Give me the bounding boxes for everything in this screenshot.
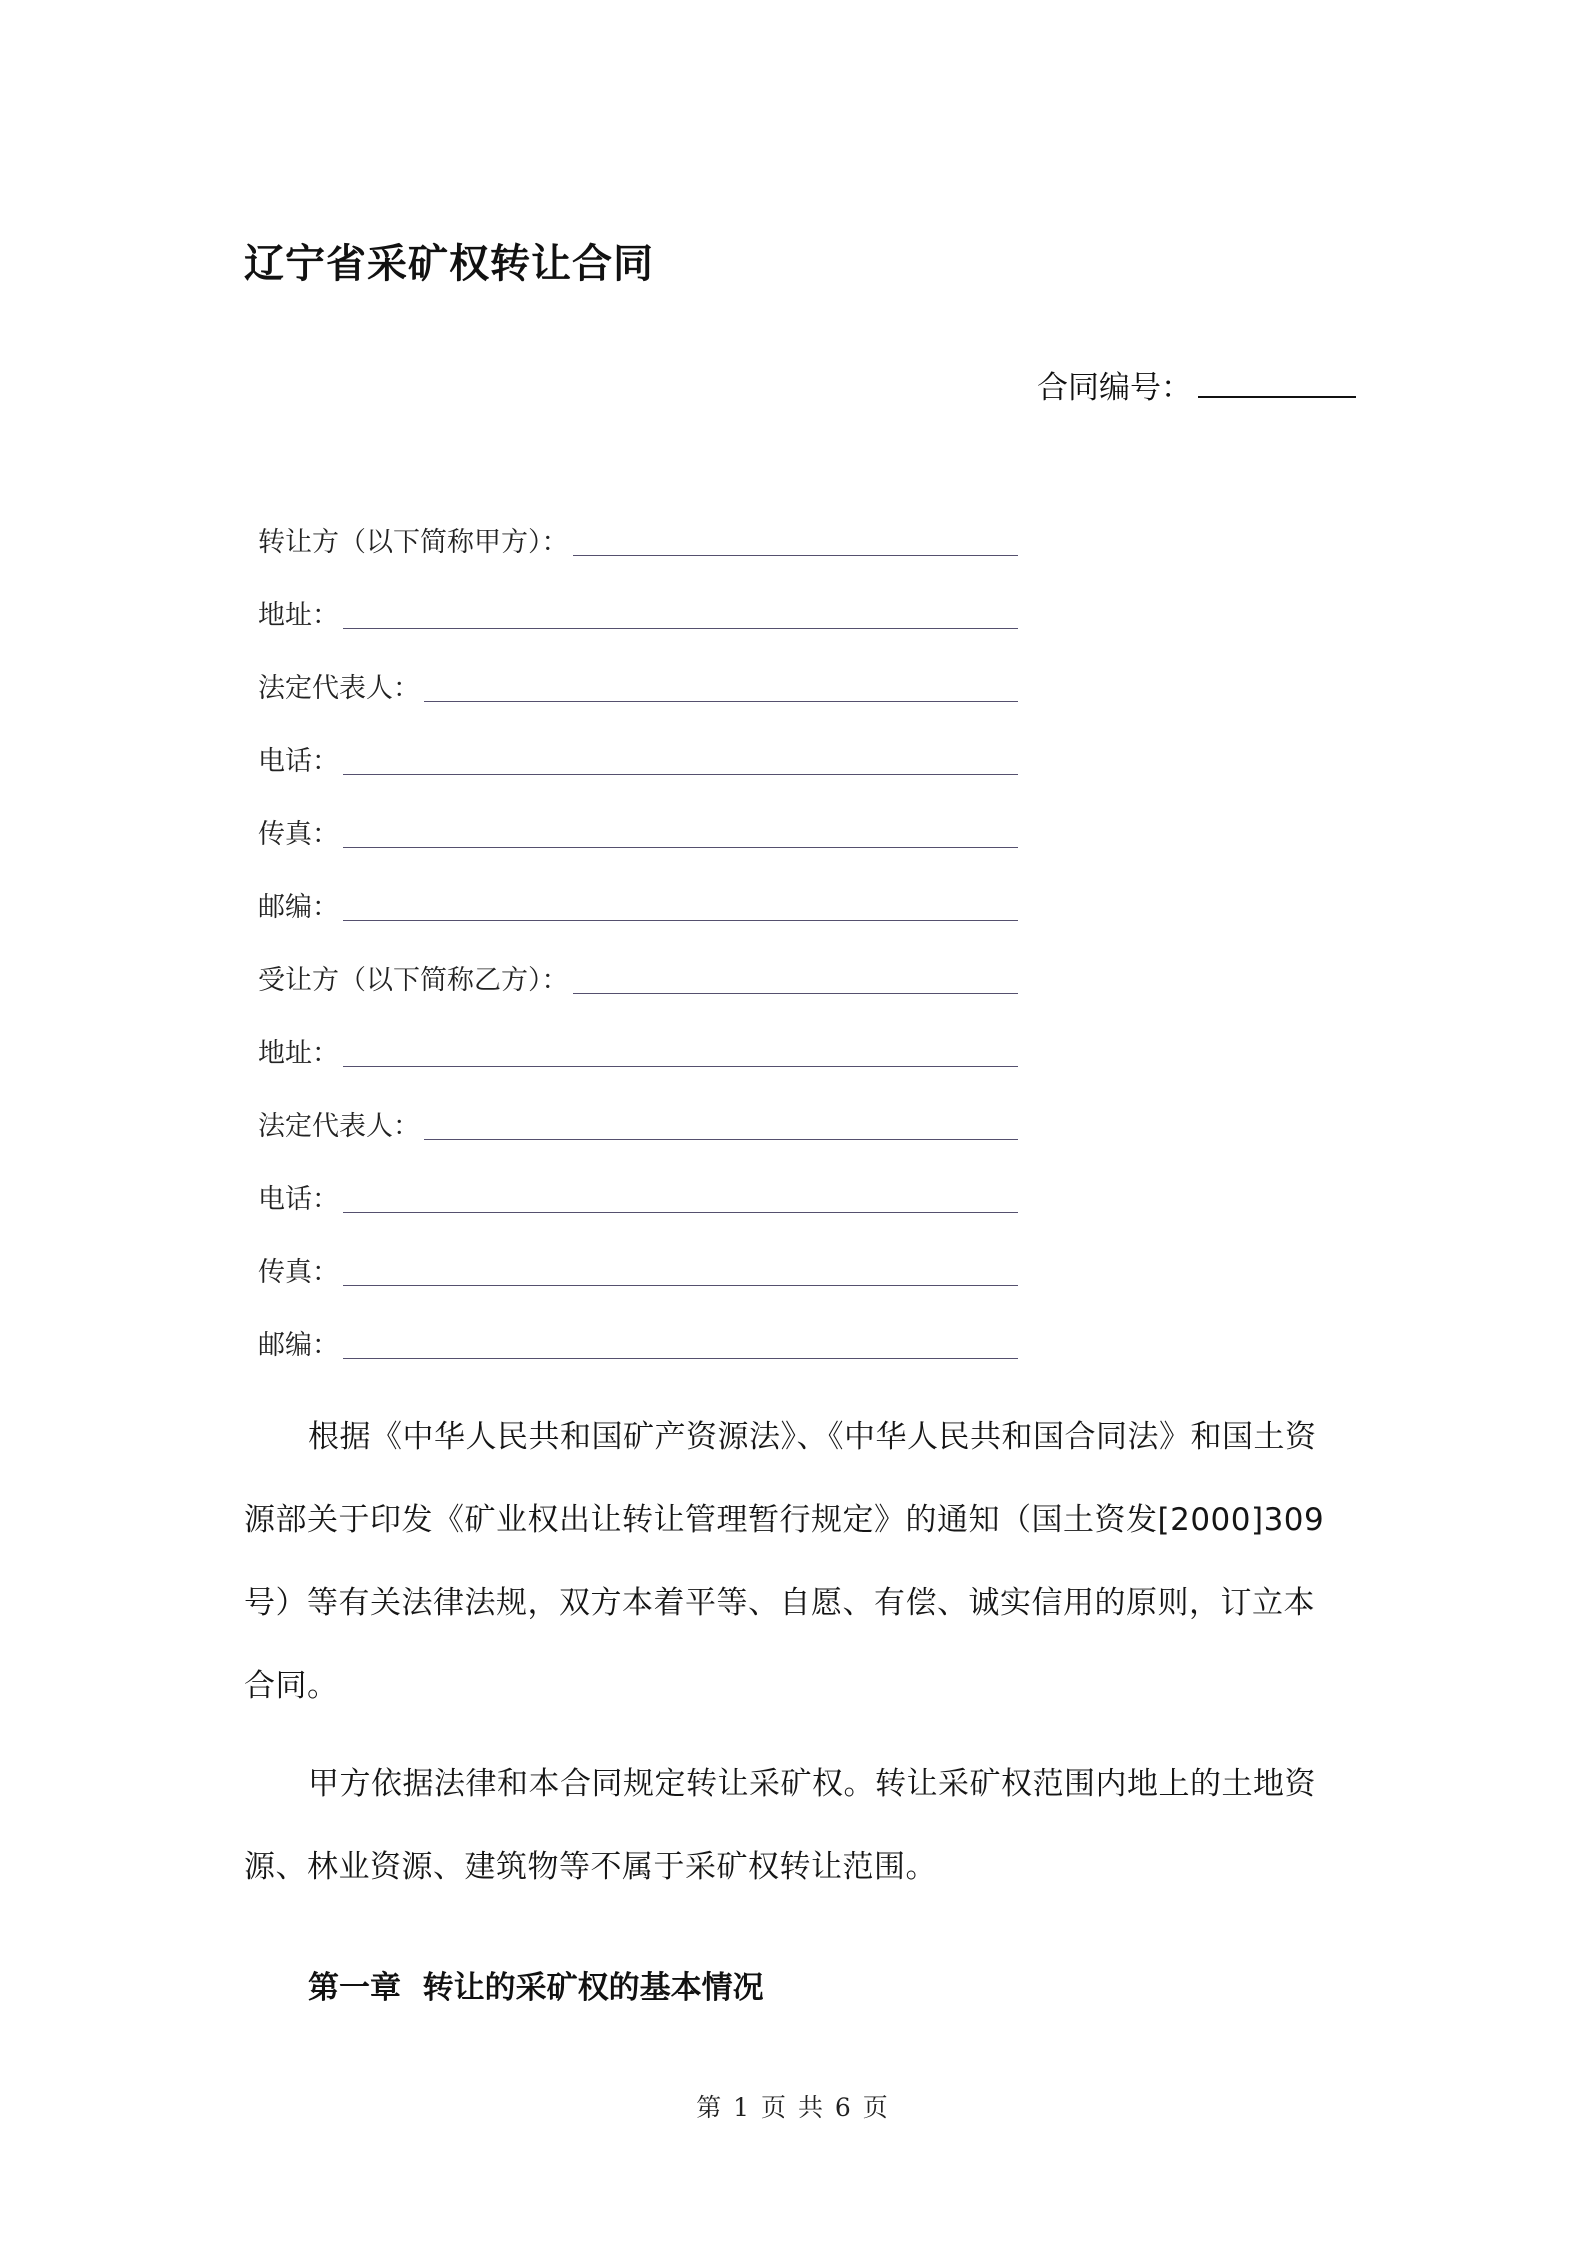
field-row-address [258, 1001, 1018, 1074]
field-row-postcode [258, 855, 1018, 928]
field-label: 电话： [258, 1184, 339, 1215]
field-blank-line [343, 627, 1018, 629]
field-blank-line [424, 1138, 1018, 1140]
field-row-phone [258, 1147, 1018, 1220]
field-label: 邮编： [258, 1330, 339, 1361]
contract-number-blank [1198, 370, 1356, 398]
field-row-transferor [258, 490, 1018, 563]
field-row-legal-rep [258, 1074, 1018, 1147]
field-row-transferee [258, 928, 1018, 1001]
chapter-heading: 第一章 转让的采矿权的基本情况 [308, 1970, 764, 2006]
field-label: 地址： [258, 600, 339, 631]
field-label: 电话： [258, 746, 339, 777]
field-blank-line [343, 919, 1018, 921]
body-paragraph: 根据《中华人民共和国矿产资源法》、《中华人民共和国合同法》和国土资源部关于印发《矿业权出让转让管理暂行规定》的通知（国土资发[2000]309号）等有关法律法规，双方本着平等、自愿、有偿、诚实信用的原则，订立本合同。 [244, 1419, 1325, 1704]
contract-number-label: 合同编号： [1037, 370, 1192, 406]
field-label: 受让方（以下简称乙方）： [258, 965, 569, 996]
field-blank-line [343, 773, 1018, 775]
field-row-fax [258, 1220, 1018, 1293]
field-blank-line [343, 1357, 1018, 1359]
field-label: 传真： [258, 1257, 339, 1288]
field-label: 法定代表人： [258, 673, 420, 704]
field-row-phone [258, 709, 1018, 782]
field-label: 邮编： [258, 892, 339, 923]
field-blank-line [343, 1284, 1018, 1286]
field-label: 地址： [258, 1038, 339, 1069]
field-row-fax [258, 782, 1018, 855]
field-row-address [258, 563, 1018, 636]
field-blank-line [343, 1065, 1018, 1067]
contract-number [1037, 362, 1356, 407]
party-info-fields [258, 490, 1018, 1366]
field-blank-line [343, 1211, 1018, 1213]
body-paragraph: 甲方依据法律和本合同规定转让采矿权。转让采矿权范围内地上的土地资源、林业资源、建筑物等不属于采矿权转让范围。 [244, 1766, 1316, 1885]
field-blank-line [343, 846, 1018, 848]
field-blank-line [424, 700, 1018, 702]
field-row-postcode [258, 1293, 1018, 1366]
field-blank-line [573, 554, 1019, 556]
field-label: 传真： [258, 819, 339, 850]
field-blank-line [573, 992, 1019, 994]
field-label: 转让方（以下简称甲方）： [258, 527, 569, 558]
document-title: 辽宁省采矿权转让合同 [244, 241, 654, 287]
field-label: 法定代表人： [258, 1111, 420, 1142]
page-footer: 第 1 页 共 6 页 [696, 2093, 890, 2122]
field-row-legal-rep [258, 636, 1018, 709]
